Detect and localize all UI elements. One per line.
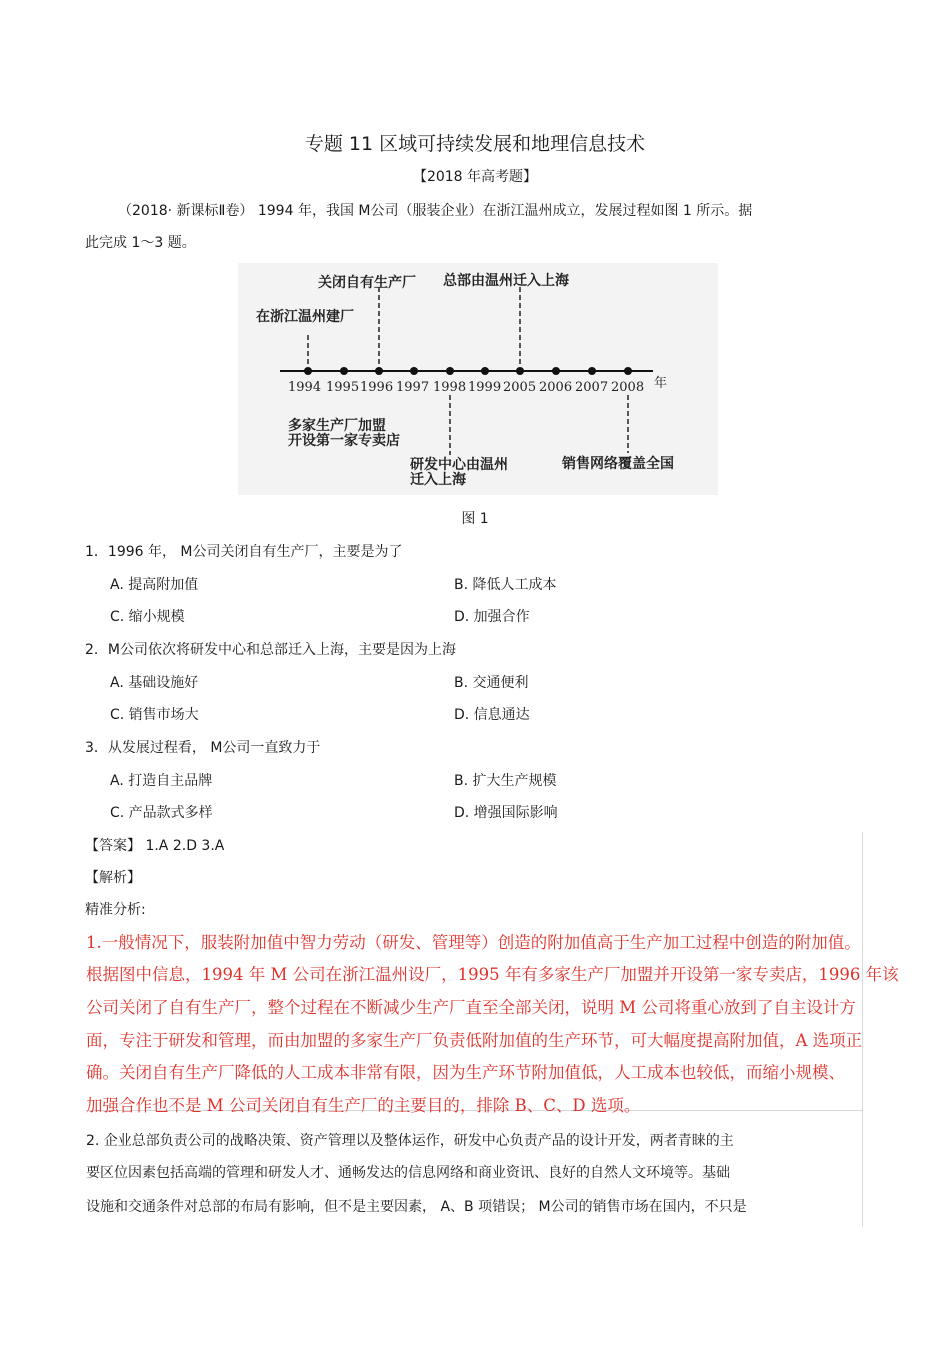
question-option: B. 降低人工成本 (454, 577, 557, 593)
year-label: 1998 (433, 380, 467, 395)
question-option: A. 提高附加值 (110, 577, 199, 593)
event-rd-line-2: 迁入上海 (410, 472, 466, 488)
red-analysis-line: 加强合作也不是 M 公司关闭自有生产厂的主要目的，排除 B、C、D 选项。 (86, 1096, 641, 1115)
year-dot (481, 367, 489, 375)
event-sales-network: 销售网络覆盖全国 (562, 456, 674, 472)
year-dot (588, 367, 596, 375)
year-label: 1999 (468, 380, 502, 395)
page-subtitle: 【2018 年高考题】 (412, 169, 538, 185)
year-label: 1994 (288, 380, 322, 395)
question-option: A. 基础设施好 (110, 675, 199, 691)
page-title: 专题 11 区域可持续发展和地理信息技术 (304, 133, 646, 155)
analysis-line: 要区位因素包括高端的管理和研发人才、通畅发达的信息网络和商业资讯、良好的自然人文环境等。基础 (86, 1165, 730, 1181)
year-label: 2007 (575, 380, 609, 395)
year-label: 2008 (611, 380, 645, 395)
year-dot (410, 367, 418, 375)
question-option: B. 交通便利 (454, 675, 529, 691)
year-dot (624, 367, 632, 375)
year-dot (375, 367, 383, 375)
year-dot (516, 367, 524, 375)
intro-line-1: （2018· 新课标Ⅱ卷） 1994 年，我国 M公司（服装企业）在浙江温州成立，发展过程如图 1 所示。据 (118, 203, 753, 219)
question-option: C. 销售市场大 (110, 707, 199, 723)
question-stem: 2．M公司依次将研发中心和总部迁入上海，主要是因为上海 (85, 642, 456, 658)
red-analysis-line: 根据图中信息，1994 年 M 公司在浙江温州设厂，1995 年有多家生产厂加盟并开设第一家专卖店，1996 年该 (86, 965, 899, 984)
year-label: 2005 (503, 380, 537, 395)
red-analysis-line: 面，专注于研发和管理，而由加盟的多家生产厂负责低附加值的生产环节，可大幅度提高附加值，A 选项正 (86, 1031, 863, 1050)
year-dot (340, 367, 348, 375)
precise-analysis-label: 精准分析: (85, 902, 146, 918)
year-dot (304, 367, 312, 375)
event-build-factory: 在浙江温州建厂 (256, 309, 354, 325)
year-label: 1995 (326, 380, 360, 395)
year-unit-label: 年 (654, 376, 668, 391)
year-dot (446, 367, 454, 375)
question-stem: 3．从发展过程看， M公司一直致力于 (85, 740, 321, 756)
question-option: C. 缩小规模 (110, 609, 185, 625)
event-franchise-line-1: 多家生产厂加盟 (288, 418, 386, 434)
analysis-line: 设施和交通条件对总部的布局有影响，但不是主要因素， A、B 项错误； M公司的销售市场在国内，不只是 (86, 1199, 747, 1215)
question-option: D. 信息通达 (454, 707, 530, 723)
analysis-line: 2. 企业总部负责公司的战略决策、资产管理以及整体运作，研发中心负责产品的设计开发，两者青睐的主 (86, 1133, 734, 1149)
event-rd-line-1: 研发中心由温州 (410, 457, 508, 473)
question-option: A. 打造自主品牌 (110, 773, 213, 789)
year-label: 1997 (396, 380, 430, 395)
figure-caption: 图 1 (461, 511, 489, 527)
answer-line: 【答案】 1.A 2.D 3.A (85, 838, 225, 854)
question-option: D. 加强合作 (454, 609, 530, 625)
red-analysis-line: 公司关闭了自有生产厂，整个过程在不断减少生产厂直至全部关闭，说明 M 公司将重心放到了自主设计方 (86, 998, 856, 1017)
year-dot (552, 367, 560, 375)
red-analysis-line: 1.一般情况下，服装附加值中智力劳动（研发、管理等）创造的附加值高于生产加工过程中创造的附加值。 (86, 933, 861, 952)
question-option: C. 产品款式多样 (110, 805, 213, 821)
year-label: 2006 (539, 380, 573, 395)
event-close-factory: 关闭自有生产厂 (318, 275, 416, 291)
question-stem: 1．1996 年， M公司关闭自有生产厂，主要是为了 (85, 544, 403, 560)
analysis-label: 【解析】 (85, 870, 141, 886)
question-option: D. 增强国际影响 (454, 805, 558, 821)
year-label: 1996 (360, 380, 394, 395)
red-analysis-line: 确。关闭自有生产厂降低的人工成本非常有限，因为生产环节附加值低，人工成本也较低，而缩小规模、 (86, 1063, 845, 1082)
timeline-figure (238, 263, 718, 495)
question-option: B. 扩大生产规模 (454, 773, 557, 789)
event-hq-move: 总部由温州迁入上海 (443, 273, 569, 289)
event-franchise-line-2: 开设第一家专卖店 (288, 433, 400, 449)
intro-line-2: 此完成 1～3 题。 (85, 235, 196, 251)
timeline-svg (238, 263, 718, 495)
